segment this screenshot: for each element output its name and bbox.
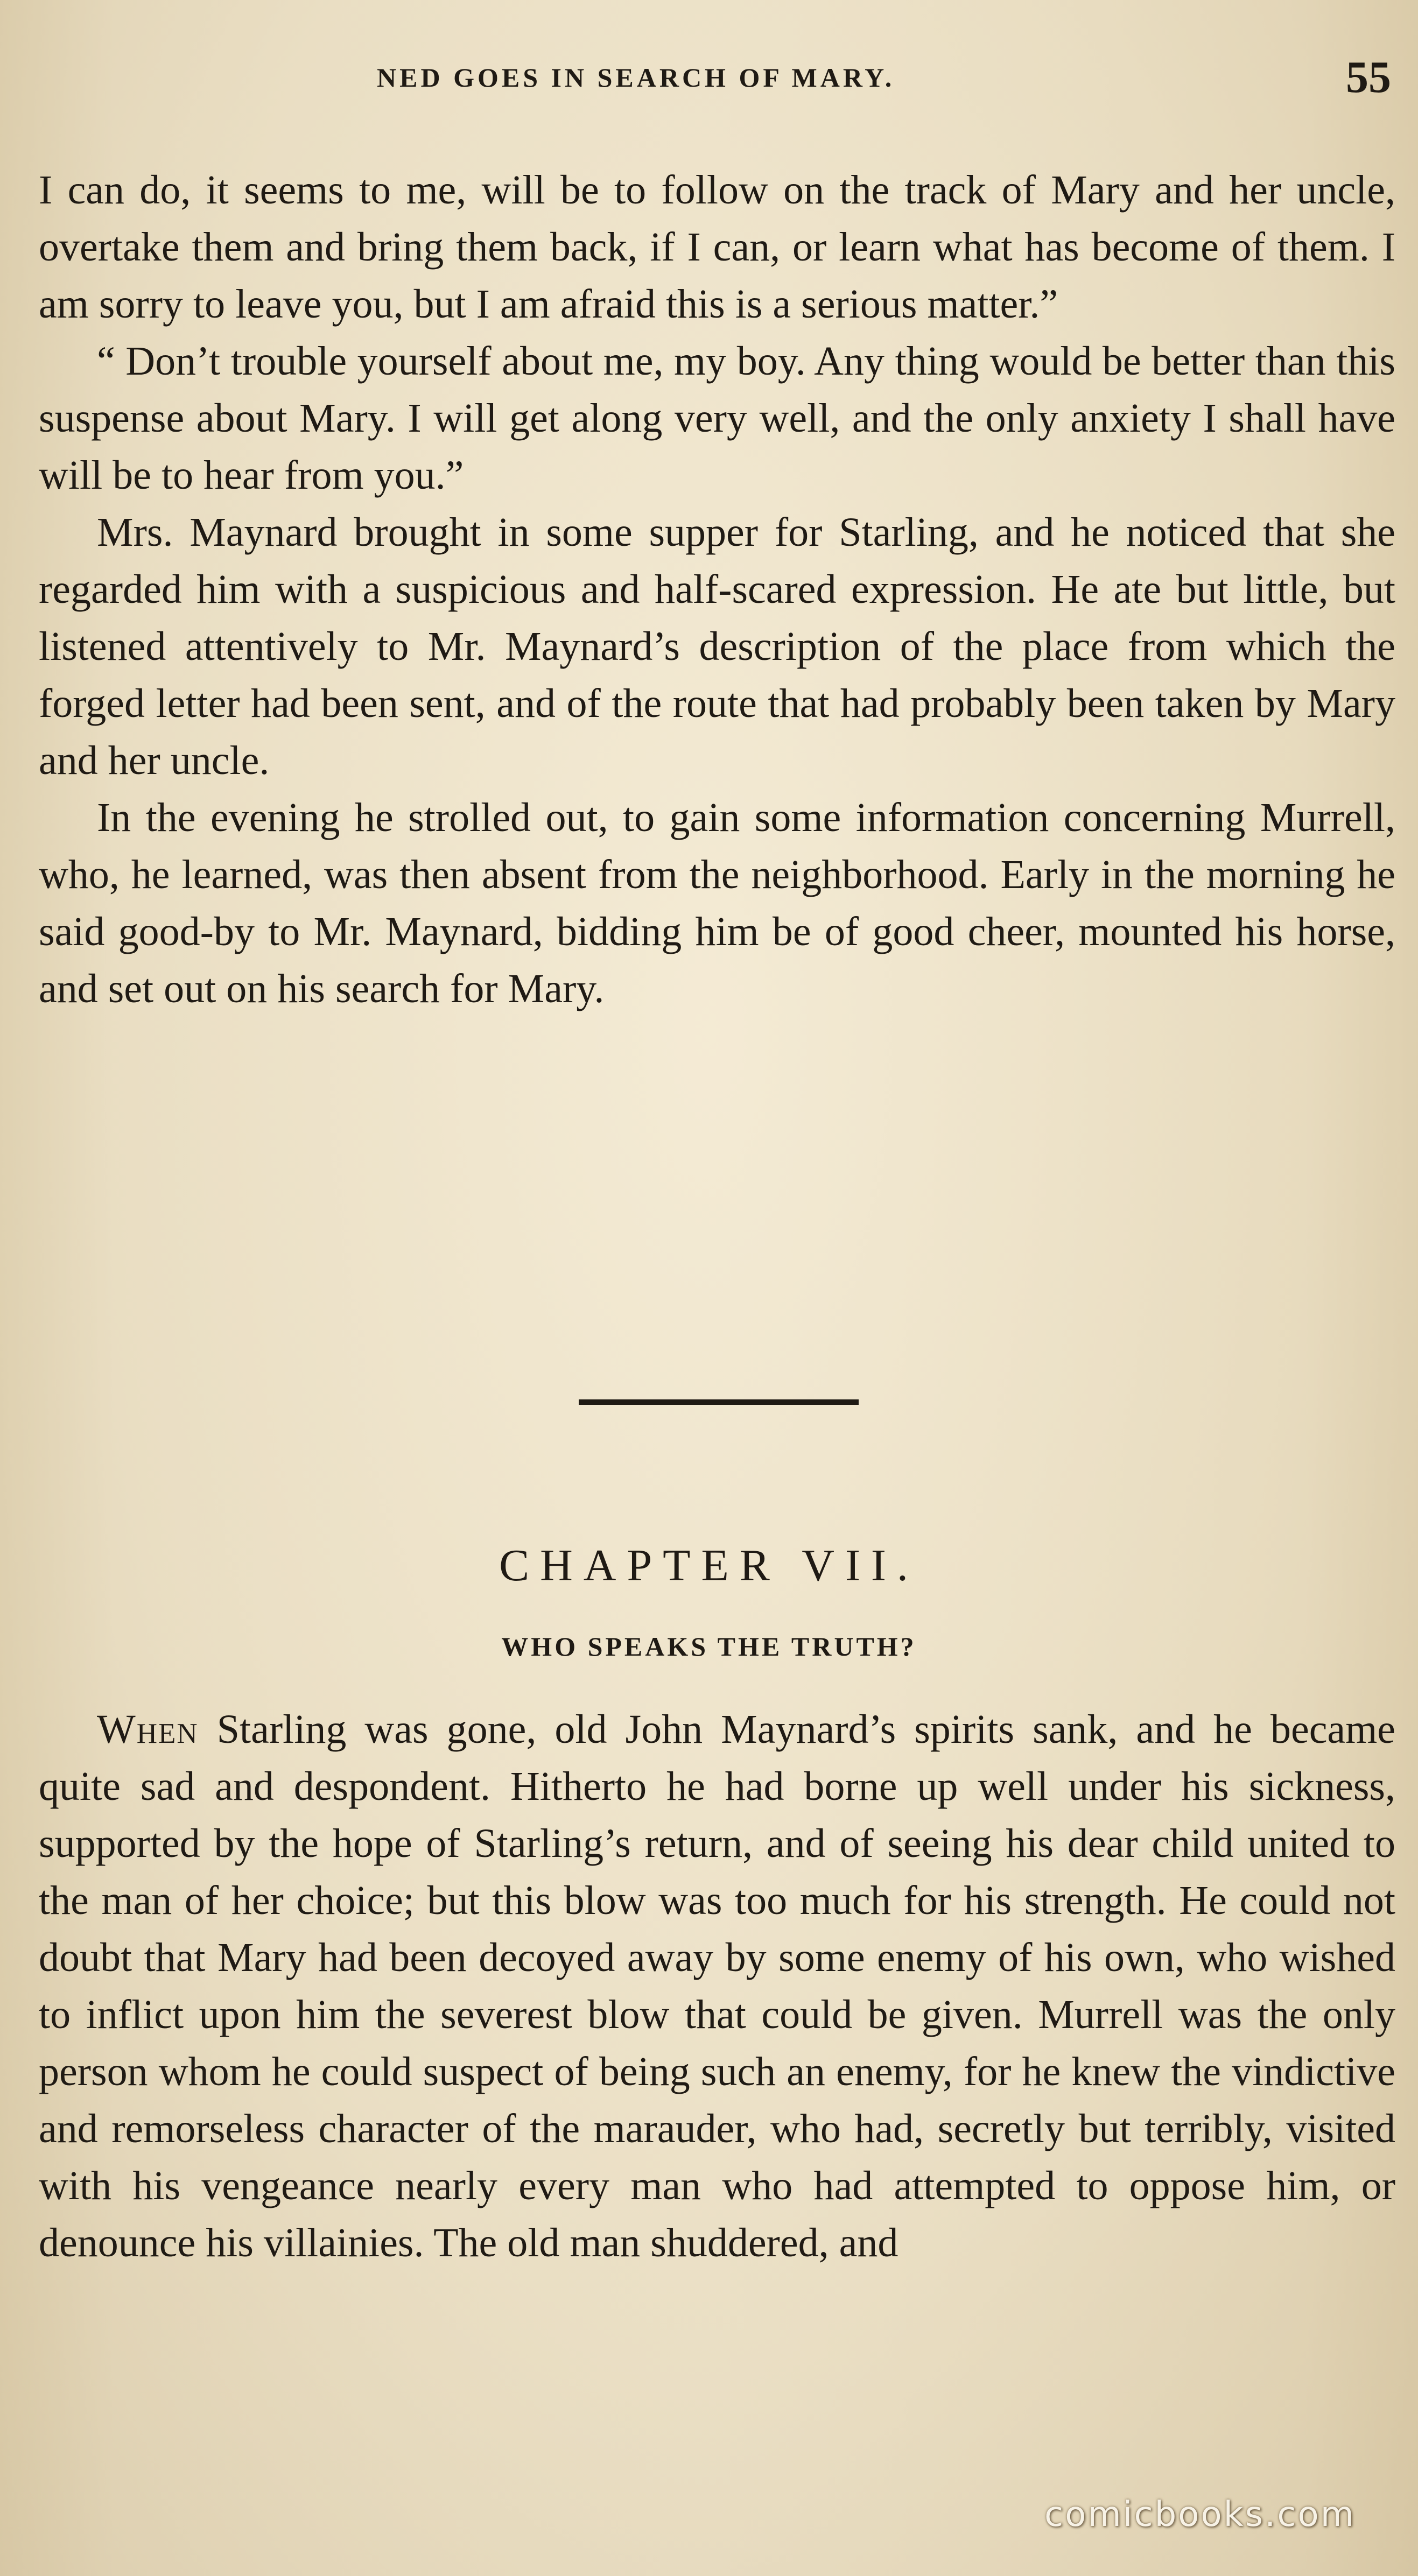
page-number: 55 — [1346, 52, 1391, 102]
section-divider — [579, 1399, 859, 1405]
running-header — [0, 51, 1418, 116]
paragraph: Mrs. Maynard brought in some supper for Starling, and he noticed that she regarded him with a suspicious and half-scared expression. He ate but little, but listened attentively to Mr. Maynard’s description of the place from which the forged letter had been sent, and of the route that had probably been taken by Mary and her uncle. — [39, 510, 1395, 783]
paragraph: In the evening he strolled out, to gain some information concerning Murrell, who, he learned, was then absent from the neighborhood. Early in the morning he said good-by to Mr. Maynard, bidding him be of good cheer, mounted his horse, and set out on his search for Mary. — [39, 795, 1395, 1011]
paragraph: “ Don’t trouble yourself about me, my boy. Any thing would be better than this suspense about Mary. I will get along very well, and the only anxiety I shall have will be to hear from you.” — [39, 339, 1395, 498]
paragraph: I can do, it seems to me, will be to follow on the track of Mary and her uncle, overtake them and bring them back, if I can, or learn what has become of them. I am sorry to leave you, but I am afraid this is a serious matter.” — [39, 167, 1395, 327]
section-1-text — [39, 161, 1395, 1017]
paragraph-body: Starling was gone, old John Maynard’s spirits sank, and he became quite sad and despondent. Hitherto he had borne up well under his sickness, supported by the hope of Starling’s return, and of seeing his dear child united to the man of her choice; but this blow was too much for his strength. He could not doubt that Mary had been decoyed away by some enemy of his own, who wished to inflict upon him the severest blow that could be given. Murrell was the only person whom he could suspect of being such an enemy, for he knew the vindictive and remorseless character of the marauder, who had, secretly but terribly, visited with his vengeance nearly every man who had attempted to oppose him, or denounce his villainies. The old man shuddered, and — [39, 1707, 1395, 2265]
opening-word: When — [97, 1707, 199, 1752]
chapter-subtitle: WHO SPEAKS THE TRUTH? — [501, 1631, 917, 1662]
watermark-logo: comicbooks.com — [1044, 2495, 1356, 2535]
chapter-opening-paragraph — [39, 1701, 1395, 2271]
chapter-title: CHAPTER VII. — [499, 1540, 919, 1590]
section-2-text — [39, 1701, 1395, 2271]
running-title: NED GOES IN SEARCH OF MARY. — [377, 62, 895, 93]
